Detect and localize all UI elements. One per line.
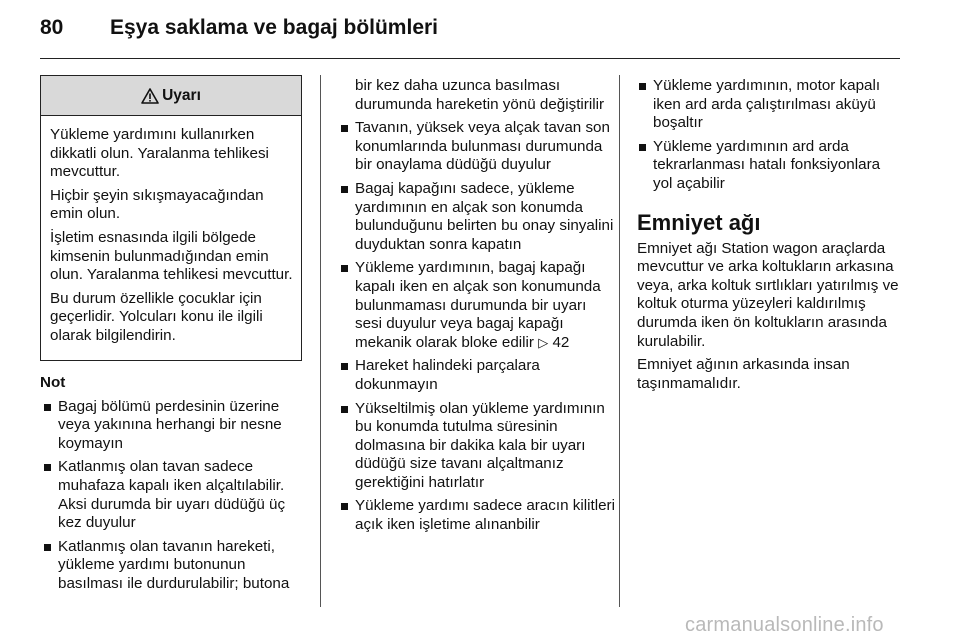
warning-header xyxy=(41,76,301,116)
warning-body xyxy=(41,116,301,346)
page-title: Eşya saklama ve bagaj bölümleri xyxy=(110,16,439,39)
warning-title: Uyarı xyxy=(162,86,201,104)
note-item: Katlanmış olan tavan sadece muhafaza kapalı iken alçaltılabilir. Aksi durumda bir uyarı düdüğü üç kez duyulur xyxy=(42,458,308,532)
note-label: Not xyxy=(40,374,66,391)
middle-item-with-ref xyxy=(339,259,615,352)
right-item: Yükleme yardımının ard arda tekrarlanması hatalı fonksiyonlara yol açabilir xyxy=(637,138,903,194)
warning-paragraph: Hiçbir şeyin sıkışmayacağından emin olun. xyxy=(50,186,264,223)
page-reference[interactable]: 42 xyxy=(552,333,570,351)
column-divider-right xyxy=(619,75,620,607)
right-list xyxy=(637,77,903,194)
triangle-right-icon: ▷ xyxy=(538,334,549,350)
header-rule xyxy=(40,58,900,59)
middle-list xyxy=(339,119,615,534)
section-paragraph: Emniyet ağının arkasında insan taşınmamalıdır. xyxy=(637,356,850,392)
section-paragraph: Emniyet ağı Station wagon araçlarda mevcuttur ve arka koltukların arkasına veya, arka koltuk sırtlıkları yatırılmış ve koltuk oturma yüzeyleri kaldırılmış durumda iken ön koltukların arasında kurulabilir. xyxy=(637,239,899,350)
right-item: Yükleme yardımının, motor kapalı iken ard arda çalıştırılması aküyü boşaltır xyxy=(637,77,903,133)
middle-item: Yükleme yardımı sadece aracın kilitleri açık iken işletime alınanbilir xyxy=(339,497,615,534)
note-item: Bagaj bölümü perdesinin üzerine veya yakınına herhangi bir nesne koymayın xyxy=(42,398,308,454)
middle-column xyxy=(339,77,615,540)
right-column xyxy=(637,77,903,398)
column-divider-left xyxy=(320,75,321,607)
note-list xyxy=(40,398,308,594)
page-number: 80 xyxy=(40,16,64,39)
middle-item: Tavanın, yüksek veya alçak tavan son konumlarında bulunması durumunda bir onaylama düdüğü duyulur xyxy=(339,119,615,175)
note-item: Katlanmış olan tavanın hareketi, yükleme yardımı butonunun basılması ile durdurulabilir; butona xyxy=(42,538,308,594)
warning-triangle-icon xyxy=(141,88,159,104)
middle-item: Yükseltilmiş olan yükleme yardımının bu konumda tutulma süresinin dolmasına bir dakika kala bir uyarı düdüğü size tavanı alçaltmanız gerektiğini hatırlatır xyxy=(339,400,615,493)
middle-item: Bagaj kapağını sadece, yükleme yardımının en alçak son konumda bulunduğunu belirten bu onay sinyalini duyduktan sonra kapatın xyxy=(339,180,615,254)
note-section xyxy=(40,374,308,599)
continuation-text: bir kez daha uzunca basılması durumunda hareketin yönü değiştirilir xyxy=(355,77,605,113)
warning-box xyxy=(40,75,302,361)
middle-item-text: Yükleme yardımının, bagaj kapağı kapalı iken en alçak son konumunda bulunmaması durumunda bir uyarı sesi duyulur veya bagaj kapağı mekanik olarak bloke edilir xyxy=(355,259,601,351)
warning-paragraph: İşletim esnasında ilgili bölgede kimsenin bulunmadığından emin olun. Yaralanma tehlikesi mevcuttur. xyxy=(50,228,293,284)
warning-paragraph: Yükleme yardımını kullanırken dikkatli olun. Yaralanma tehlikesi mevcuttur. xyxy=(50,126,269,181)
section-title: Emniyet ağı xyxy=(637,209,761,235)
middle-item: Hareket halindeki parçalara dokunmayın xyxy=(339,357,615,394)
warning-paragraph: Bu durum özellikle çocuklar için geçerlidir. Yolcuları konu ile ilgili olarak bilgilendirin. xyxy=(50,289,263,344)
watermark: carmanualsonline.info xyxy=(685,614,884,636)
